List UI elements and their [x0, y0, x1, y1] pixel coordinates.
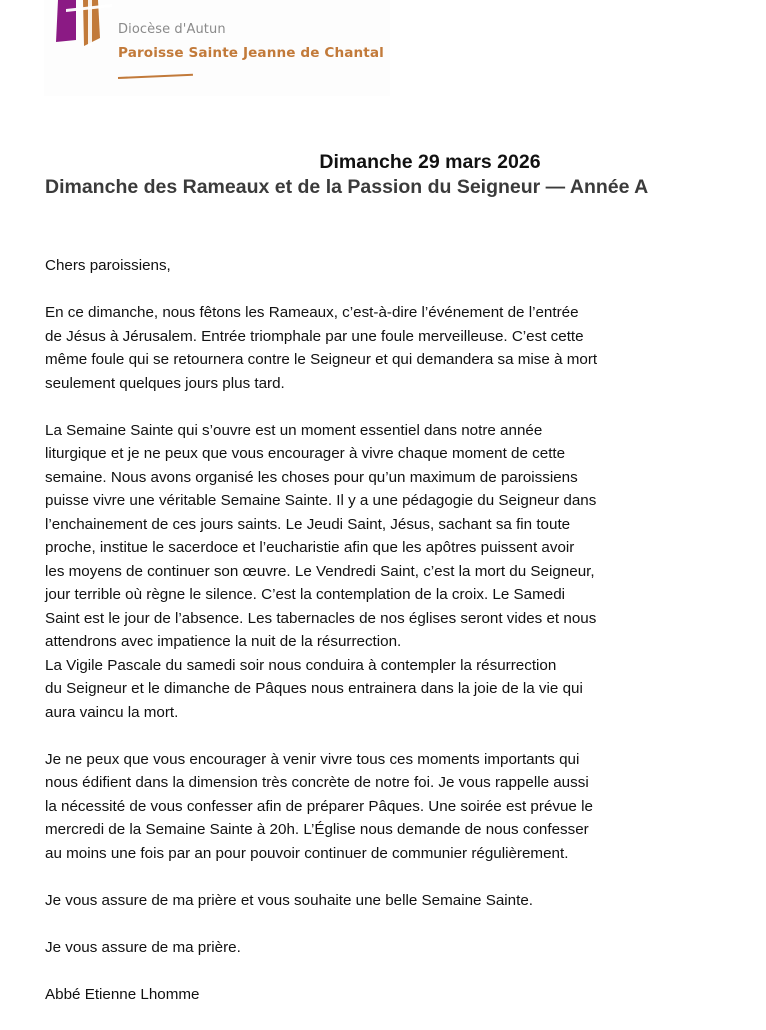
- text-line: du Seigneur et le dimanche de Pâques nous entrainera dans la joie de la vie qui: [45, 680, 583, 697]
- paragraph-confession: [45, 748, 760, 866]
- text-line: liturgique et je ne peux que vous encourager à vivre chaque moment de cette: [45, 445, 566, 462]
- paragraph-vigile-pascale: [45, 654, 760, 725]
- paragraph-semaine-sainte: [45, 419, 760, 654]
- text-line: La Vigile Pascale du samedi soir nous conduira à contempler la résurrection: [45, 656, 557, 674]
- text-line: même foule qui se retournera contre le Seigneur et qui demandera sa mise à mort: [45, 351, 598, 368]
- text-line: la nécessité de vous confesser afin de préparer Pâques. Une soirée est prévue le: [45, 797, 593, 815]
- text-line: Je vous assure de ma prière.: [45, 938, 241, 956]
- parish-name: Paroisse Sainte Jeanne de Chantal: [118, 45, 384, 61]
- cross-logo-icon: [56, 0, 112, 46]
- text-line: proche, institue le sacerdoce et l’eucharistie afin que les apôtres puissent avoir: [45, 539, 575, 556]
- text-line: Je vous assure de ma prière et vous souhaite une belle Semaine Sainte.: [45, 891, 533, 909]
- text-line: Saint est le jour de l’absence. Les tabernacles de nos églises seront vides et nous: [45, 609, 597, 627]
- paragraph-blessing: [45, 889, 760, 913]
- text-line: En ce dimanche, nous fêtons les Rameaux, c’est-à-dire l’événement de l’entrée: [45, 304, 579, 321]
- text-line: La Semaine Sainte qui s’ouvre est un moment essentiel dans notre année: [45, 421, 543, 439]
- greeting: Chers paroissiens,: [45, 257, 171, 274]
- text-line: jour terrible où règne le silence. C’est la contemplation de la croix. Le Samedi: [45, 586, 566, 603]
- text-line: l’enchainement de ces jours saints. Le Jeudi Saint, Jésus, sachant sa fin toute: [45, 515, 571, 533]
- text-line: les moyens de continuer son œuvre. Le Vendredi Saint, c’est la mort du Seigneur,: [45, 562, 595, 580]
- letter-body: [45, 254, 760, 1006]
- text-line: semaine. Nous avons organisé les choses pour qu’un maximum de paroissiens: [45, 468, 578, 486]
- diocese-name: Diocèse d'Autun: [118, 22, 226, 37]
- text-line: puisse vivre une véritable Semaine Sainte. Il y a une pédagogie du Seigneur dans: [45, 492, 597, 509]
- paragraph-rameaux: [45, 301, 760, 395]
- text-line: au moins une fois par an pour pouvoir continuer de communier régulièrement.: [45, 844, 569, 862]
- paragraph-prayer: [45, 936, 760, 960]
- text-line: aura vaincu la mort.: [45, 703, 179, 721]
- text-line: mercredi de la Semaine Sainte à 20h. L’Église nous demande de nous confesser: [45, 821, 589, 838]
- text-line: nous édifient dans la dimension très concrète de notre foi. Je vous rappelle aussi: [45, 774, 589, 791]
- parish-logo: [0, 0, 400, 100]
- signature: Abbé Etienne Lhomme: [45, 985, 200, 1003]
- letter-date: Dimanche 29 mars 2026: [319, 151, 541, 173]
- text-line: seulement quelques jours plus tard.: [45, 374, 285, 392]
- text-line: Je ne peux que vous encourager à venir vivre tous ces moments importants qui: [45, 750, 580, 768]
- text-line: attendrons avec impatience la nuit de la résurrection.: [45, 633, 402, 650]
- text-line: de Jésus à Jérusalem. Entrée triomphale par une foule merveilleuse. C’est cette: [45, 327, 584, 345]
- liturgical-feast-title: Dimanche des Rameaux et de la Passion du Seigneur — Année A: [45, 176, 649, 198]
